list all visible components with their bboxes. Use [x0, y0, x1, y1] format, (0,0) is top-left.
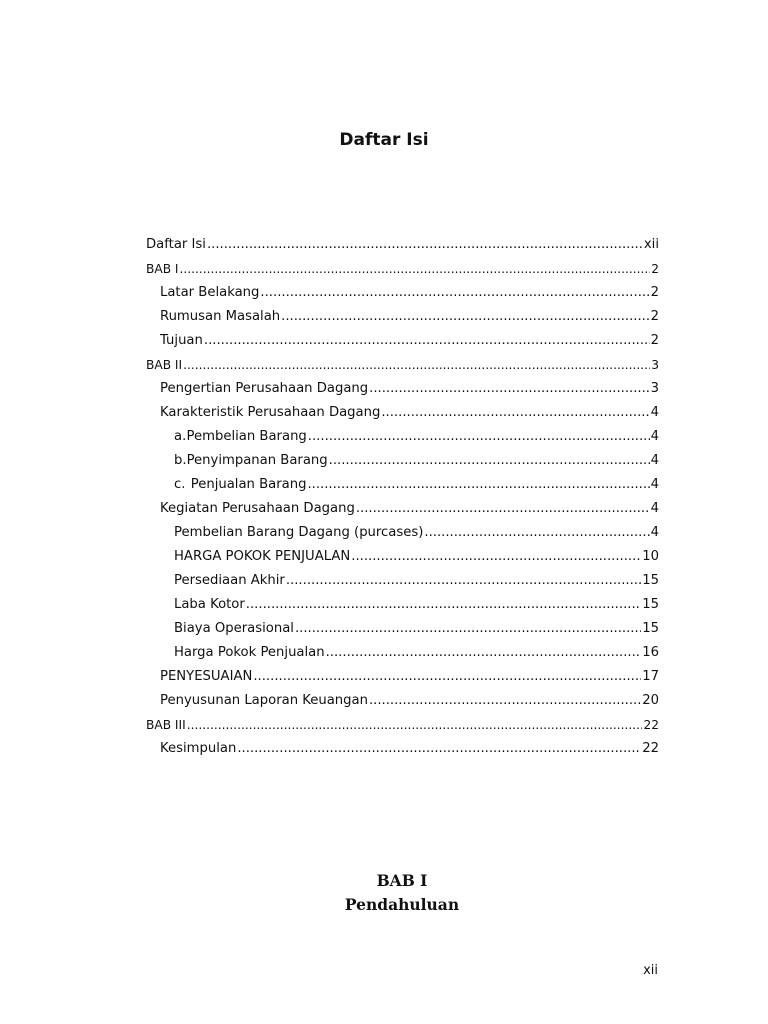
toc-entry-label: HARGA POKOK PENJUALAN [174, 549, 351, 564]
toc-entry-label: Harga Pokok Penjualan [174, 645, 325, 660]
toc-entry-label: Laba Kotor [174, 597, 245, 612]
toc-entry-page: 17 [642, 669, 659, 684]
toc-entry-label: Pembelian Barang [186, 429, 307, 444]
toc-entry[interactable] [146, 377, 659, 401]
toc-entry-label: BAB III [146, 718, 186, 732]
toc-entry-page: 4 [650, 405, 659, 420]
toc-entry-page: 16 [642, 645, 659, 660]
toc-entry-page: 2 [650, 309, 659, 324]
toc-entry-page: 15 [642, 597, 659, 612]
toc-entry-label: BAB I [146, 262, 179, 276]
toc-entry-page: 2 [650, 285, 659, 300]
toc-dot-leader [307, 473, 649, 497]
toc-entry-page: 3 [651, 358, 659, 372]
toc-entry-page: 15 [642, 573, 659, 588]
toc-entry[interactable] [146, 305, 659, 329]
toc-entry-label: Biaya Operasional [174, 621, 294, 636]
toc-entry-label: Penjualan Barang [186, 477, 307, 492]
toc-entry-page: 4 [650, 477, 659, 492]
toc-entry-label: Tujuan [160, 333, 203, 348]
chapter-heading: BAB I [376, 871, 428, 890]
toc-entry[interactable] [146, 641, 659, 665]
toc-dot-leader [281, 305, 649, 329]
toc-entry-page: 4 [650, 525, 659, 540]
toc-entry-page: 10 [642, 549, 659, 564]
toc-dot-leader [260, 281, 649, 305]
toc-dot-leader [180, 257, 651, 281]
toc-entry[interactable] [146, 713, 659, 737]
toc-entry-label: Karakteristik Perusahaan Dagang [160, 405, 381, 420]
toc-entry[interactable] [146, 281, 659, 305]
toc-entry-page: 20 [642, 693, 659, 708]
toc-entry-label: Persediaan Akhir [174, 573, 285, 588]
page-title: Daftar Isi [339, 130, 429, 150]
toc-entry[interactable] [146, 497, 659, 521]
toc-dot-leader [253, 665, 641, 689]
toc-entry-label: PENYESUAIAN [160, 669, 253, 684]
toc-entry[interactable] [146, 329, 659, 353]
toc-entry[interactable] [146, 737, 659, 761]
toc-entry[interactable] [146, 233, 659, 257]
toc-entry-page: 4 [650, 501, 659, 516]
toc-dot-leader [381, 401, 649, 425]
toc-entry-label: Daftar Isi [146, 237, 206, 252]
toc-entry[interactable] [146, 617, 659, 641]
toc-dot-leader [308, 425, 650, 449]
toc-entry-marker: b. [174, 453, 187, 468]
toc-entry-label: BAB II [146, 358, 183, 372]
toc-dot-leader [369, 377, 649, 401]
toc-entry-marker: c. [174, 477, 186, 492]
toc-dot-leader [295, 617, 641, 641]
toc-entry[interactable] [146, 521, 659, 545]
toc-entry-label: Penyimpanan Barang [186, 453, 328, 468]
toc-entry[interactable] [146, 569, 659, 593]
toc-dot-leader [204, 329, 650, 353]
toc-entry-label: Latar Belakang [160, 285, 260, 300]
toc-dot-leader [286, 569, 641, 593]
toc-entry[interactable] [146, 449, 659, 473]
toc-entry-label: Kegiatan Perusahaan Dagang [160, 501, 355, 516]
toc-entry[interactable] [146, 593, 659, 617]
toc-dot-leader [246, 593, 641, 617]
toc-dot-leader [329, 449, 650, 473]
toc-entry-page: 2 [650, 333, 659, 348]
toc-entry-page: 4 [650, 429, 659, 444]
toc-entry-page: 22 [642, 741, 659, 756]
toc-entry[interactable] [146, 545, 659, 569]
toc-dot-leader [356, 497, 650, 521]
toc-entry[interactable] [146, 257, 659, 281]
toc-entry-label: Rumusan Masalah [160, 309, 281, 324]
toc-entry[interactable] [146, 665, 659, 689]
toc-entry[interactable] [146, 353, 659, 377]
toc-dot-leader [369, 689, 641, 713]
footer-page-number: xii [643, 963, 658, 978]
toc-dot-leader [237, 737, 641, 761]
toc-entry-label: Kesimpulan [160, 741, 237, 756]
toc-dot-leader [326, 641, 642, 665]
toc-dot-leader [207, 233, 643, 257]
toc-entry-page: 22 [643, 718, 659, 732]
toc-dot-leader [183, 353, 650, 377]
toc-entry[interactable] [146, 473, 659, 497]
chapter-subheading: Pendahuluan [344, 895, 460, 914]
toc-dot-leader [351, 545, 641, 569]
toc-entry-page: 15 [642, 621, 659, 636]
toc-dot-leader [424, 521, 649, 545]
toc-entry-page: 3 [650, 381, 659, 396]
toc-entry-label: Pengertian Perusahaan Dagang [160, 381, 369, 396]
toc-entry-page: 2 [651, 262, 659, 276]
toc-entry-page: xii [643, 237, 659, 252]
toc-entry-page: 4 [650, 453, 659, 468]
toc-entry[interactable] [146, 425, 659, 449]
table-of-contents [146, 233, 659, 761]
toc-entry-label: Pembelian Barang Dagang (purcases) [174, 525, 424, 540]
toc-dot-leader [187, 713, 643, 737]
toc-entry[interactable] [146, 689, 659, 713]
toc-entry-label: Penyusunan Laporan Keuangan [160, 693, 368, 708]
toc-entry[interactable] [146, 401, 659, 425]
toc-entry-marker: a. [174, 429, 187, 444]
